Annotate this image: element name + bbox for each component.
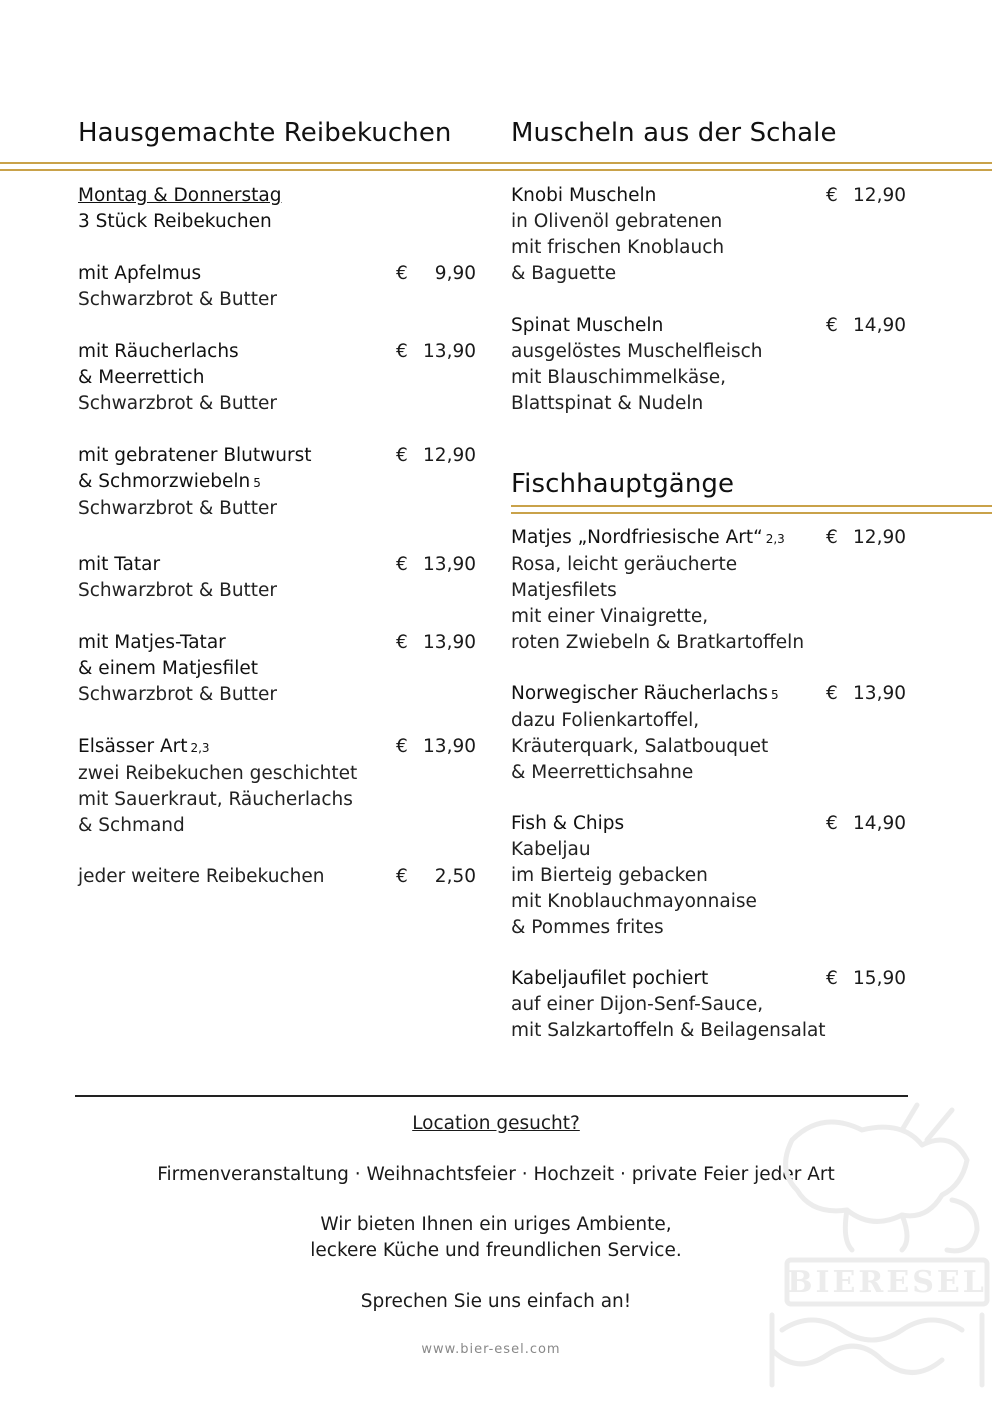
- currency-symbol: €: [396, 632, 408, 653]
- item-name-text: Kabeljaufilet pochiert: [511, 968, 709, 989]
- item-description: jeder weitere Reibekuchen: [78, 866, 325, 887]
- currency-symbol: €: [826, 813, 838, 834]
- item-description: Schwarzbrot & Butter: [78, 684, 278, 705]
- item-description: mit frischen Knoblauch: [511, 237, 725, 258]
- menu-item: [78, 339, 277, 417]
- currency-symbol: €: [826, 683, 838, 704]
- price-amount: 13,90: [423, 736, 476, 757]
- price-amount: 13,90: [423, 341, 476, 362]
- item-name: [78, 552, 277, 578]
- currency-symbol: €: [826, 315, 838, 336]
- intro-line: 3 Stück Reibekuchen: [78, 211, 272, 232]
- currency-symbol: €: [396, 554, 408, 575]
- menu-item: [78, 443, 312, 522]
- allergen-note: 5: [253, 476, 261, 490]
- item-description: Schwarzbrot & Butter: [78, 289, 278, 310]
- item-description: & Pommes frites: [511, 917, 664, 938]
- footer-offer-1: Wir bieten Ihnen ein uriges Ambiente,: [320, 1214, 672, 1235]
- item-name: [78, 656, 277, 682]
- item-name: [78, 469, 312, 496]
- item-name-text: Knobi Muscheln: [511, 185, 657, 206]
- footer-events: Firmenveranstaltung · Weihnachtsfeier · Hochzeit · private Feier jeder Art: [157, 1164, 835, 1185]
- item-name: [511, 681, 779, 708]
- item-description: in Olivenöl gebratenen: [511, 211, 723, 232]
- price-amount: 13,90: [423, 554, 476, 575]
- menu-item: [511, 183, 724, 287]
- menu-item: [78, 864, 324, 890]
- currency-symbol: €: [826, 968, 838, 989]
- item-description: Kabeljau: [511, 839, 591, 860]
- menu-item: [78, 261, 277, 313]
- item-description: roten Zwiebeln & Bratkartoffeln: [511, 632, 805, 653]
- price-amount: 14,90: [853, 813, 906, 834]
- price-amount: 12,90: [853, 185, 906, 206]
- item-name-text: & Schmorzwiebeln: [78, 471, 251, 492]
- donkey-logo-icon: [752, 1100, 992, 1400]
- menu-item: [78, 552, 277, 604]
- item-name: [78, 339, 277, 365]
- item-description: Matjesfilets: [511, 580, 617, 601]
- item-description: mit Knoblauchmayonnaise: [511, 891, 757, 912]
- item-name: [511, 313, 763, 339]
- item-description: auf einer Dijon-Senf-Sauce,: [511, 994, 764, 1015]
- website-url[interactable]: www.bier-esel.com: [421, 1342, 561, 1357]
- menu-item: [78, 734, 357, 839]
- item-description: im Bierteig gebacken: [511, 865, 708, 886]
- item-description: dazu Folienkartoffel,: [511, 710, 700, 731]
- item-description: mit Blauschimmelkäse,: [511, 367, 727, 388]
- currency-symbol: €: [396, 445, 408, 466]
- item-name-text: & Meerrettich: [78, 367, 205, 388]
- item-description: mit Salzkartoffeln & Beilagensalat: [511, 1020, 826, 1041]
- menu-item: [511, 811, 757, 941]
- menu-item: [511, 313, 763, 417]
- item-name-text: mit Matjes-Tatar: [78, 632, 226, 653]
- price-amount: 15,90: [853, 968, 906, 989]
- currency-symbol: €: [826, 185, 838, 206]
- currency-symbol: €: [396, 866, 408, 887]
- price-amount: 13,90: [423, 632, 476, 653]
- menu-item: [511, 525, 804, 656]
- price-amount: 12,90: [423, 445, 476, 466]
- allergen-note: 5: [770, 688, 779, 702]
- currency-symbol: €: [396, 341, 408, 362]
- currency-symbol: €: [396, 263, 408, 284]
- item-description: Rosa, leicht geräucherte: [511, 554, 738, 575]
- footer-cta: Sprechen Sie uns einfach an!: [360, 1291, 632, 1312]
- gold-divider-fisch: [511, 505, 992, 514]
- section-title-muscheln: Muscheln aus der Schale: [511, 118, 837, 148]
- item-name: [78, 261, 277, 287]
- allergen-note: 2,3: [765, 532, 785, 546]
- menu-item: [511, 966, 826, 1044]
- logo-text: BIERESEL: [787, 1265, 987, 1300]
- item-description: Blattspinat & Nudeln: [511, 393, 704, 414]
- item-name: [78, 443, 312, 469]
- reibekuchen-intro: [78, 183, 282, 235]
- footer-offer-2: leckere Küche und freundlichen Service.: [310, 1240, 682, 1261]
- item-name-text: Norwegischer Räucherlachs: [511, 683, 768, 704]
- item-name: [511, 811, 757, 837]
- price-amount: 2,50: [434, 866, 476, 887]
- item-description: & Meerrettichsahne: [511, 762, 694, 783]
- item-name-text: Elsässer Art: [78, 736, 188, 757]
- item-name: [511, 183, 724, 209]
- item-description: zwei Reibekuchen geschichtet: [78, 763, 358, 784]
- price-amount: 12,90: [853, 527, 906, 548]
- item-description: Kräuterquark, Salatbouquet: [511, 736, 769, 757]
- menu-item: [78, 630, 277, 708]
- item-description: mit einer Vinaigrette,: [511, 606, 709, 627]
- item-name-text: Spinat Muscheln: [511, 315, 664, 336]
- menu-item: [511, 681, 779, 786]
- currency-symbol: €: [396, 736, 408, 757]
- item-name-text: mit gebratener Blutwurst: [78, 445, 312, 466]
- item-description: mit Sauerkraut, Räucherlachs: [78, 789, 353, 810]
- price-amount: 9,90: [434, 263, 476, 284]
- item-name-text: mit Apfelmus: [78, 263, 202, 284]
- item-name: [511, 525, 804, 552]
- item-name: [78, 365, 277, 391]
- item-name-text: Fish & Chips: [511, 813, 625, 834]
- item-name-text: Matjes „Nordfriesische Art“: [511, 527, 763, 548]
- item-description: Schwarzbrot & Butter: [78, 393, 278, 414]
- item-description: & Baguette: [511, 263, 617, 284]
- footer-headline: Location gesucht?: [412, 1113, 580, 1134]
- item-name: [511, 966, 826, 992]
- item-name: [78, 630, 277, 656]
- item-name: [78, 734, 357, 761]
- currency-symbol: €: [826, 527, 838, 548]
- section-title-reibekuchen: Hausgemachte Reibekuchen: [78, 118, 452, 148]
- item-description: ausgelöstes Muschelfleisch: [511, 341, 763, 362]
- price-amount: 13,90: [853, 683, 906, 704]
- item-description: Schwarzbrot & Butter: [78, 498, 278, 519]
- item-description: & Schmand: [78, 815, 185, 836]
- item-description: Schwarzbrot & Butter: [78, 580, 278, 601]
- intro-day: Montag & Donnerstag: [78, 185, 282, 206]
- gold-divider-top: [0, 162, 992, 171]
- footer-divider: [75, 1095, 908, 1097]
- item-name-text: & einem Matjesfilet: [78, 658, 258, 679]
- section-title-fischhauptgaenge: Fischhauptgänge: [511, 469, 735, 499]
- allergen-note: 2,3: [190, 741, 210, 755]
- item-name-text: mit Räucherlachs: [78, 341, 239, 362]
- price-amount: 14,90: [853, 315, 906, 336]
- item-name-text: mit Tatar: [78, 554, 161, 575]
